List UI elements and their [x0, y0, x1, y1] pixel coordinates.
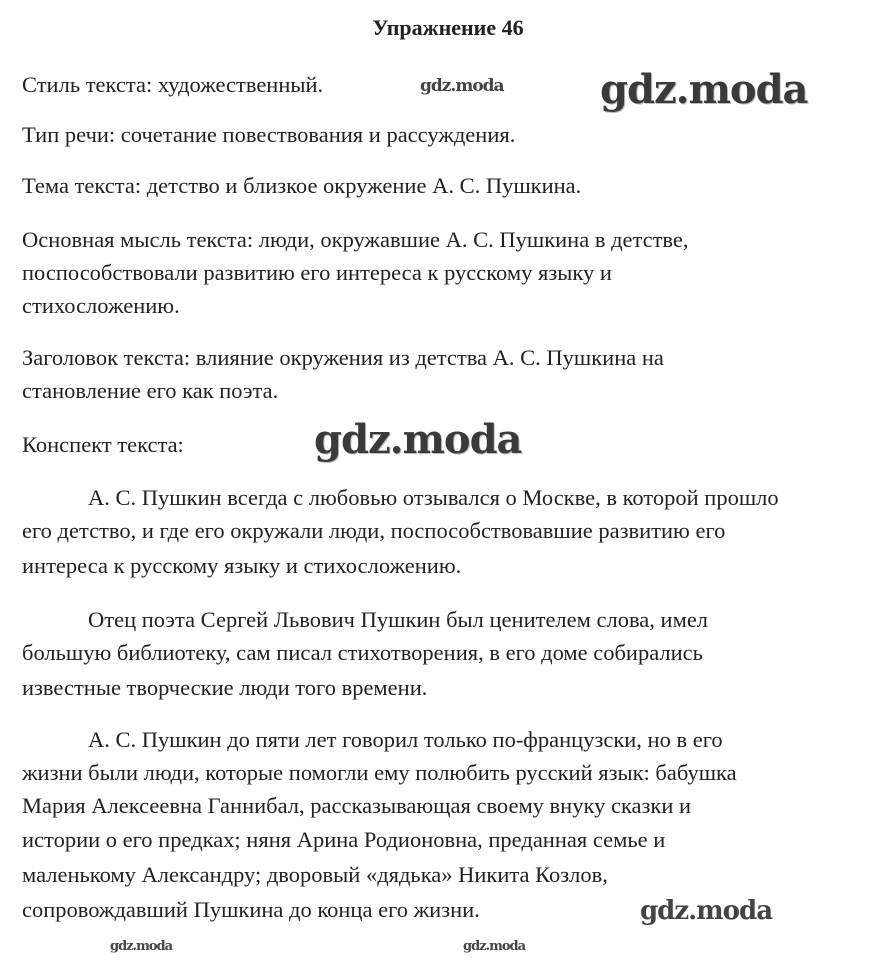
page-title: Упражнение 46 — [372, 15, 524, 40]
text-line: сопровождавший Пушкина до конца его жизни. — [22, 897, 480, 922]
text-line: Заголовок текста: влияние окружения из детства А. С. Пушкина на — [22, 345, 664, 370]
text-line: большую библиотеку, сам писал стихотворения, в его доме собирались — [22, 640, 703, 665]
text-line: А. С. Пушкин до пяти лет говорил только по-французски, но в его — [88, 727, 723, 752]
text-line: жизни были люди, которые помогли ему полюбить русский язык: бабушка — [22, 760, 737, 785]
text-line: истории о его предках; няня Арина Родионовна, преданная семье и — [22, 827, 666, 852]
text-line: известные творческие люди того времени. — [22, 675, 428, 700]
text-line: Конспект текста: — [22, 432, 184, 457]
watermark: gdz.moda — [314, 416, 522, 463]
text-line: стихосложению. — [22, 293, 180, 318]
text-line: Тип речи: сочетание повествования и рассуждения. — [22, 122, 516, 147]
watermark: gdz.moda — [420, 76, 504, 96]
text-line: его детство, и где его окружали люди, поспособствовавшие развитию его — [22, 518, 726, 543]
text-line: Стиль текста: художественный. — [22, 72, 324, 97]
text-line: поспособствовали развитию его интереса к русскому языку и — [22, 260, 612, 285]
watermark: gdz.moda — [463, 939, 526, 954]
text-line: маленькому Александру; дворовый «дядька» Никита Козлов, — [22, 862, 608, 887]
text-line: Мария Алексеевна Ганнибал, рассказывающая своему внуку сказки и — [22, 793, 692, 818]
text-line: Тема текста: детство и близкое окружение А. С. Пушкина. — [22, 173, 582, 198]
watermark: gdz.moda — [110, 939, 173, 954]
text-line: Основная мысль текста: люди, окружавшие А. С. Пушкина в детстве, — [22, 227, 689, 252]
text-line: А. С. Пушкин всегда с любовью отзывался о Москве, в которой прошло — [88, 485, 779, 510]
text-line: интереса к русскому языку и стихосложению. — [22, 553, 462, 578]
text-line: становление его как поэта. — [22, 378, 279, 403]
watermark: gdz.moda — [640, 896, 773, 926]
watermark: gdz.moda — [600, 66, 808, 113]
text-line: Отец поэта Сергей Львович Пушкин был ценителем слова, имел — [88, 607, 709, 632]
